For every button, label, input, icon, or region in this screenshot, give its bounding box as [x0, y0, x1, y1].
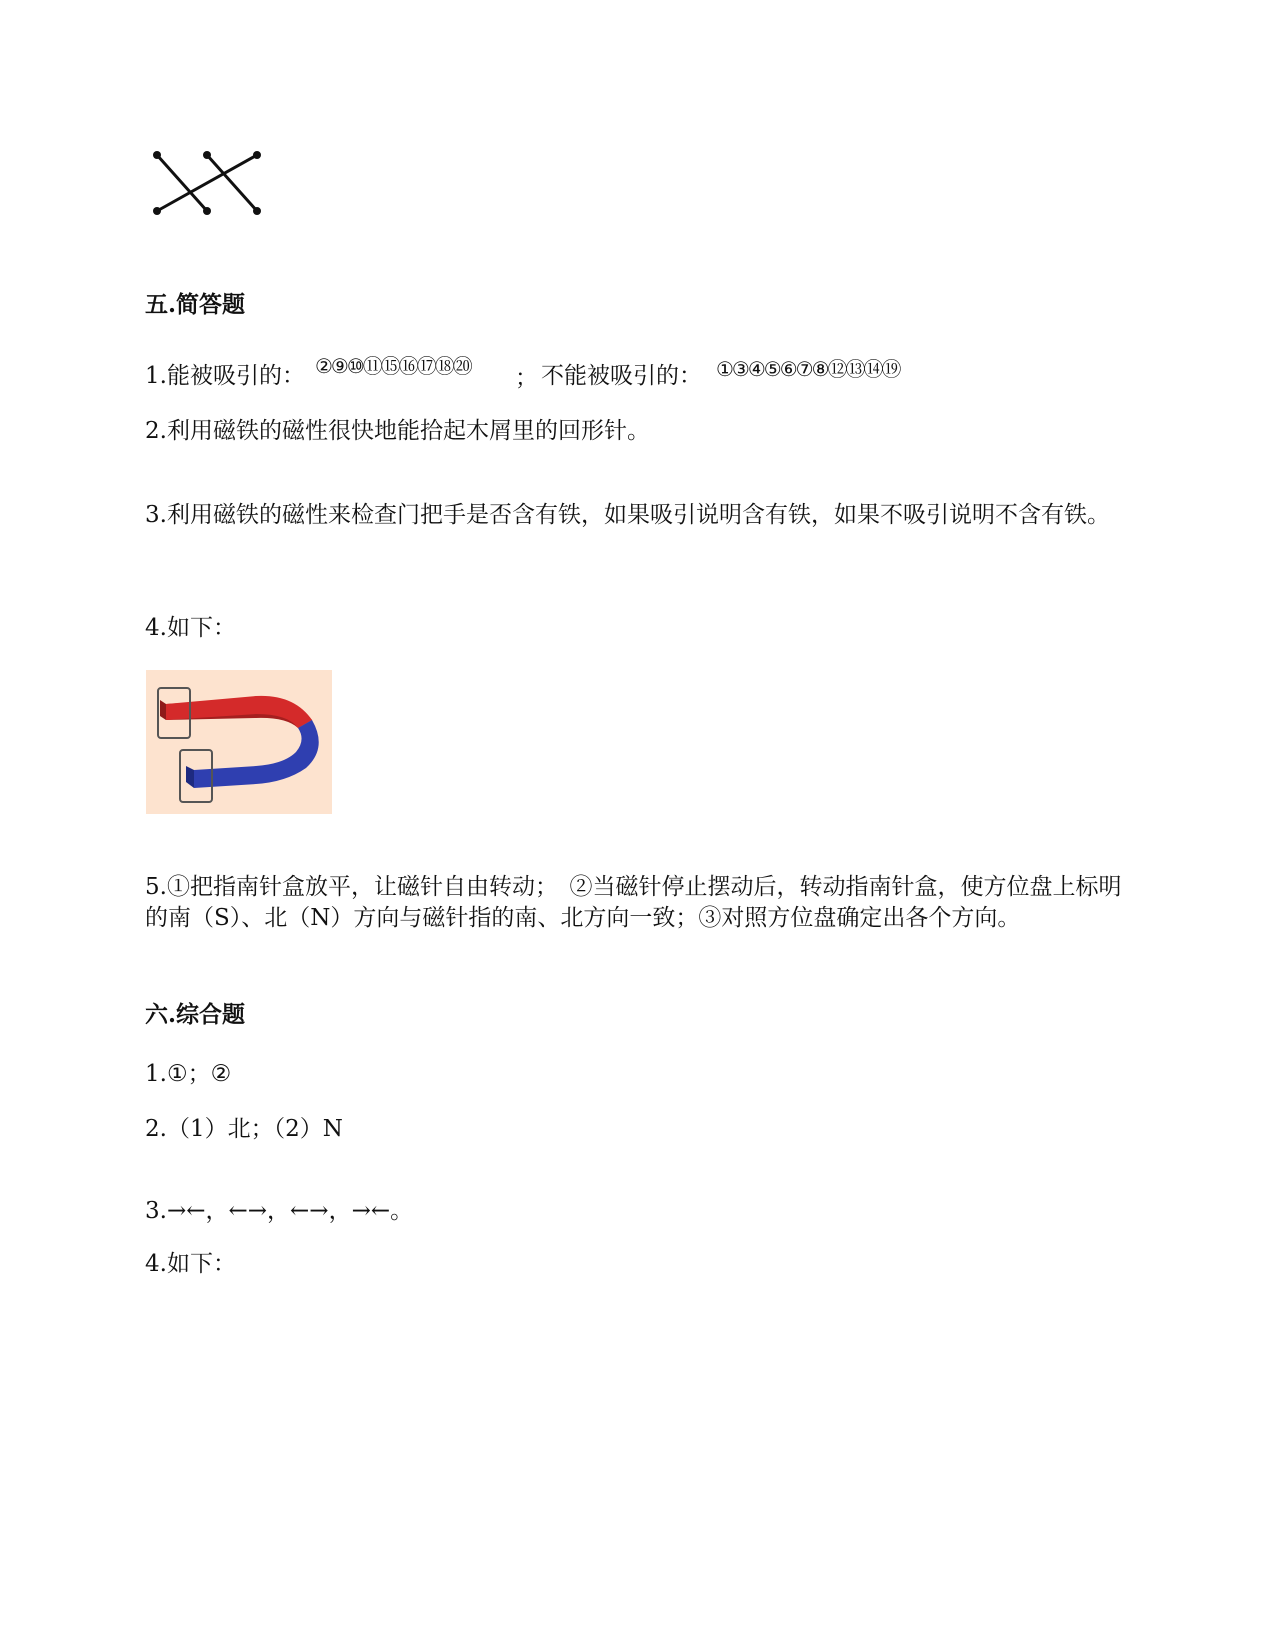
dot-bottom-right: [253, 207, 261, 215]
q4-text: 4.如下：: [145, 615, 236, 641]
q1-line: [145, 360, 305, 392]
s6-q2-text: 2.（1）北；（2）N: [145, 1116, 343, 1142]
s6-q4-text: 4.如下：: [145, 1251, 236, 1277]
line-2: [207, 155, 257, 211]
section5-heading: 五.简答题: [145, 291, 246, 318]
q1-not-prefix: 不能被吸引的：: [541, 363, 702, 389]
dot-bottom-middle: [203, 207, 211, 215]
q1-separator: ；: [515, 365, 538, 391]
q1-not-attracted-list: ①③④⑤⑥⑦⑧⑫⑬⑭⑲: [716, 357, 900, 381]
section6-heading: 六.综合题: [145, 1001, 246, 1028]
dot-top-right: [253, 151, 261, 159]
dot-top-left: [153, 151, 161, 159]
s6-q3-text: 3.→←，←→，←→，→←。: [145, 1198, 414, 1224]
dot-bottom-left: [153, 207, 161, 215]
s6-q1-text: 1.①；②: [145, 1061, 232, 1087]
q3-text: 3.利用磁铁的磁性来检查门把手是否含有铁，如果吸引说明含有铁，如果不吸引说明不含有铁。: [145, 502, 1110, 528]
cross-lines-figure: [145, 145, 270, 225]
q1-prefix: 1.能被吸引的：: [145, 363, 305, 389]
line-3: [157, 155, 257, 211]
horseshoe-magnet-figure: [146, 670, 332, 814]
q5-text: 5.①把指南针盒放平，让磁针自由转动； ②当磁针停止摆动后，转动指南针盒，使方位盘上标明的南（S）、北（N）方向与磁针指的南、北方向一致；③对照方位盘确定出各个方向。: [145, 874, 1122, 931]
q2-text: 2.利用磁铁的磁性很快地能拾起木屑里的回形针。: [145, 418, 650, 444]
dot-top-middle: [203, 151, 211, 159]
q1-attracted-list: ②⑨⑩⑪⑮⑯⑰⑱⑳: [315, 354, 471, 378]
line-1: [157, 155, 207, 211]
